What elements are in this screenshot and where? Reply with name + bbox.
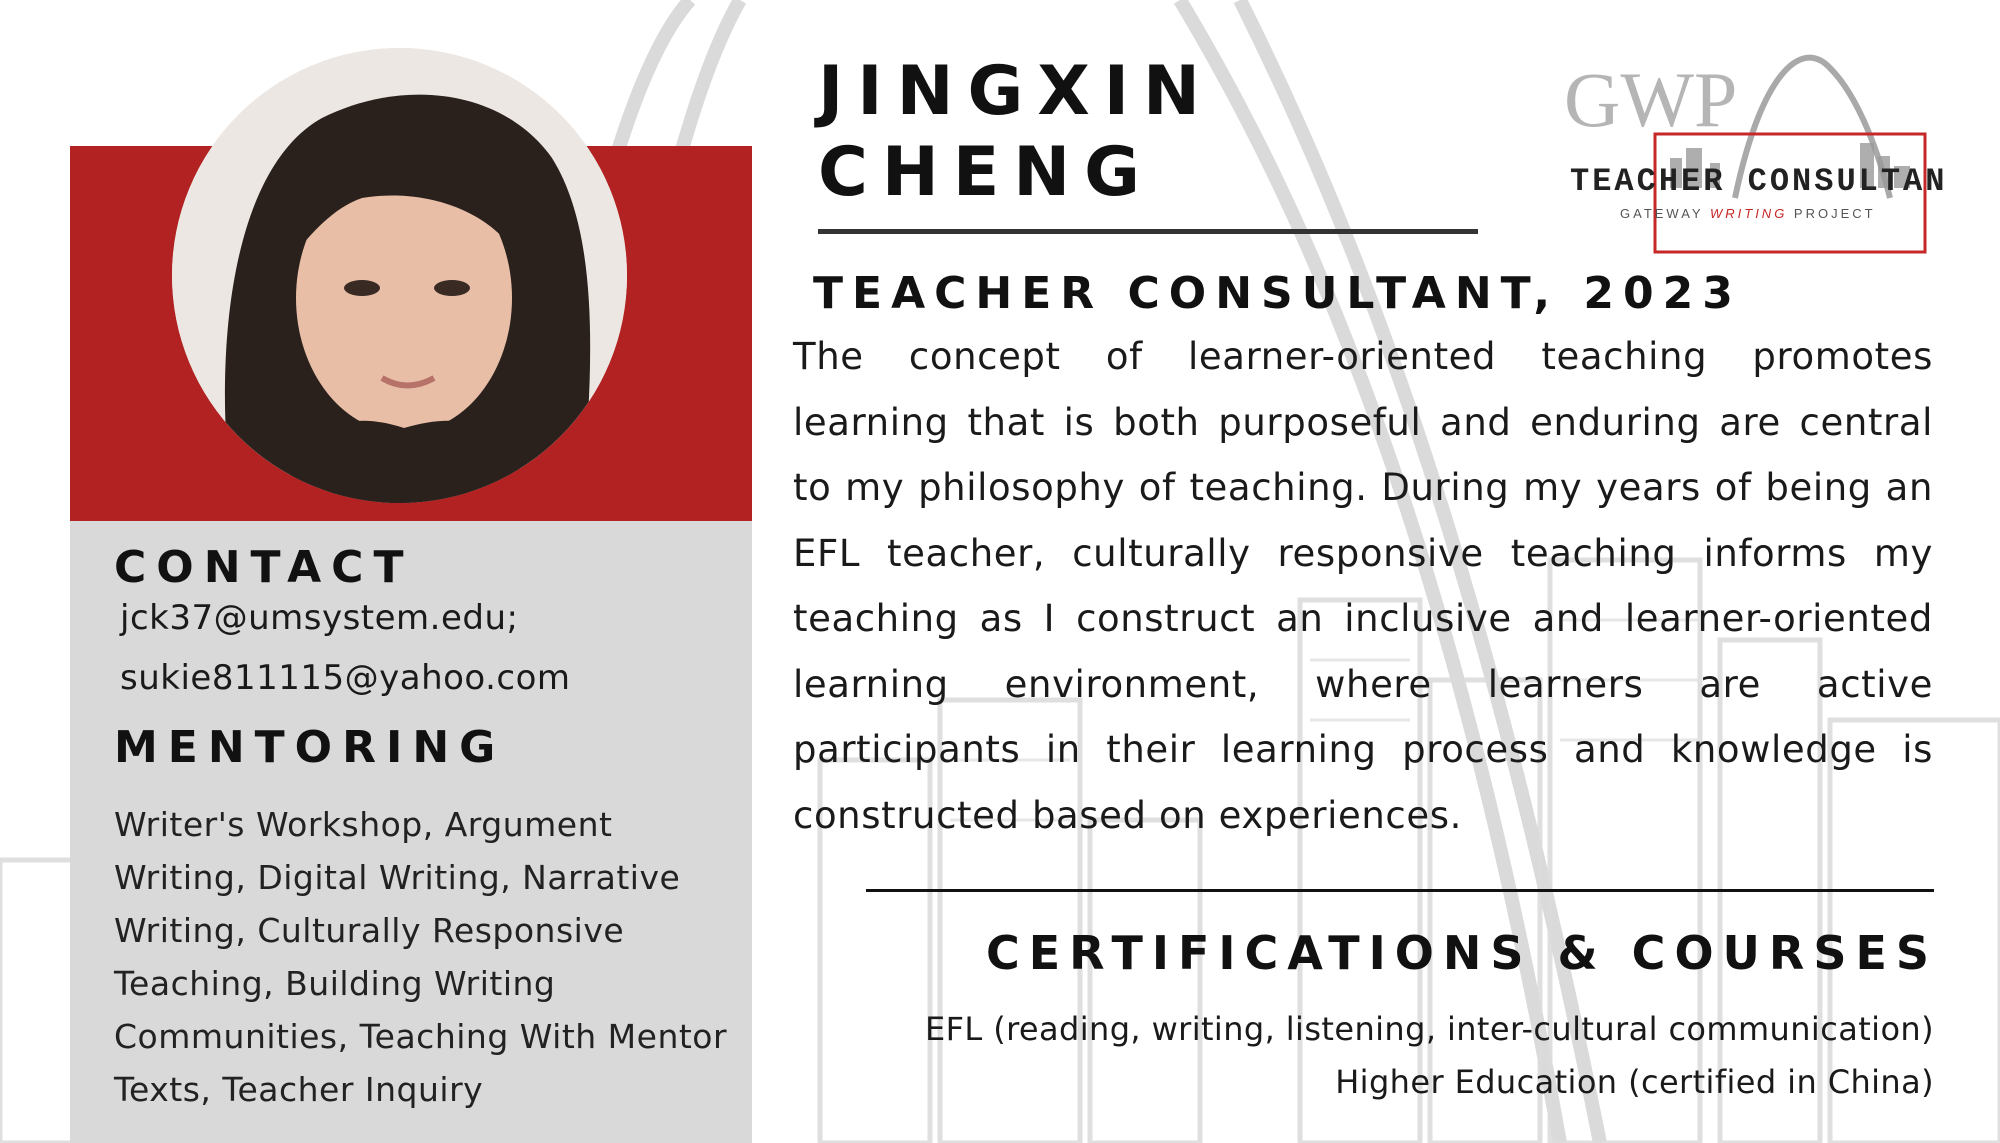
name-divider [818,229,1478,234]
gwp-logo-artwork [1560,38,1944,260]
logo-subtitle: GATEWAY WRITING PROJECT [1620,206,1876,221]
mentoring-heading: MENTORING [114,722,506,773]
certification-item: EFL (reading, writing, listening, inter-cultural communication) [924,1010,1934,1048]
logo-title: TEACHER CONSULTANT [1570,163,1944,200]
first-name: JINGXIN [818,52,1214,131]
contact-email-primary[interactable]: jck37@umsystem.edu; [120,598,519,638]
gwp-teacher-consultant-logo [1560,38,1944,260]
portrait-illustration [172,48,627,503]
contact-heading: CONTACT [114,542,414,593]
logo-letters: GWP [1564,56,1738,143]
role-title: TEACHER CONSULTANT, 2023 [813,268,1742,319]
certification-item: Higher Education (certified in China) [1335,1063,1934,1101]
certifications-heading: CERTIFICATIONS & COURSES [985,926,1938,980]
last-name: CHENG [818,133,1154,212]
profile-photo-avatar [172,48,627,503]
contact-email-secondary[interactable]: sukie811115@yahoo.com [120,658,571,698]
section-divider [866,889,1934,892]
teaching-philosophy-text: The concept of learner-oriented teaching promotes learning that is both purposeful and enduring are central to my philosophy of teaching. During my years of being an EFL teacher, culturally responsive teaching informs my teaching as I construct an inclusive and learner-oriented learning environment, where learners are active participants in their learning process and knowledge is constructed based on experiences. [793,335,1933,837]
mentoring-topics: Writer's Workshop, Argument Writing, Digital Writing, Narrative Writing, Culturally Responsive Teaching, Building Writing Communities, Teaching With Mentor Texts, Teacher Inquiry [114,805,728,1109]
